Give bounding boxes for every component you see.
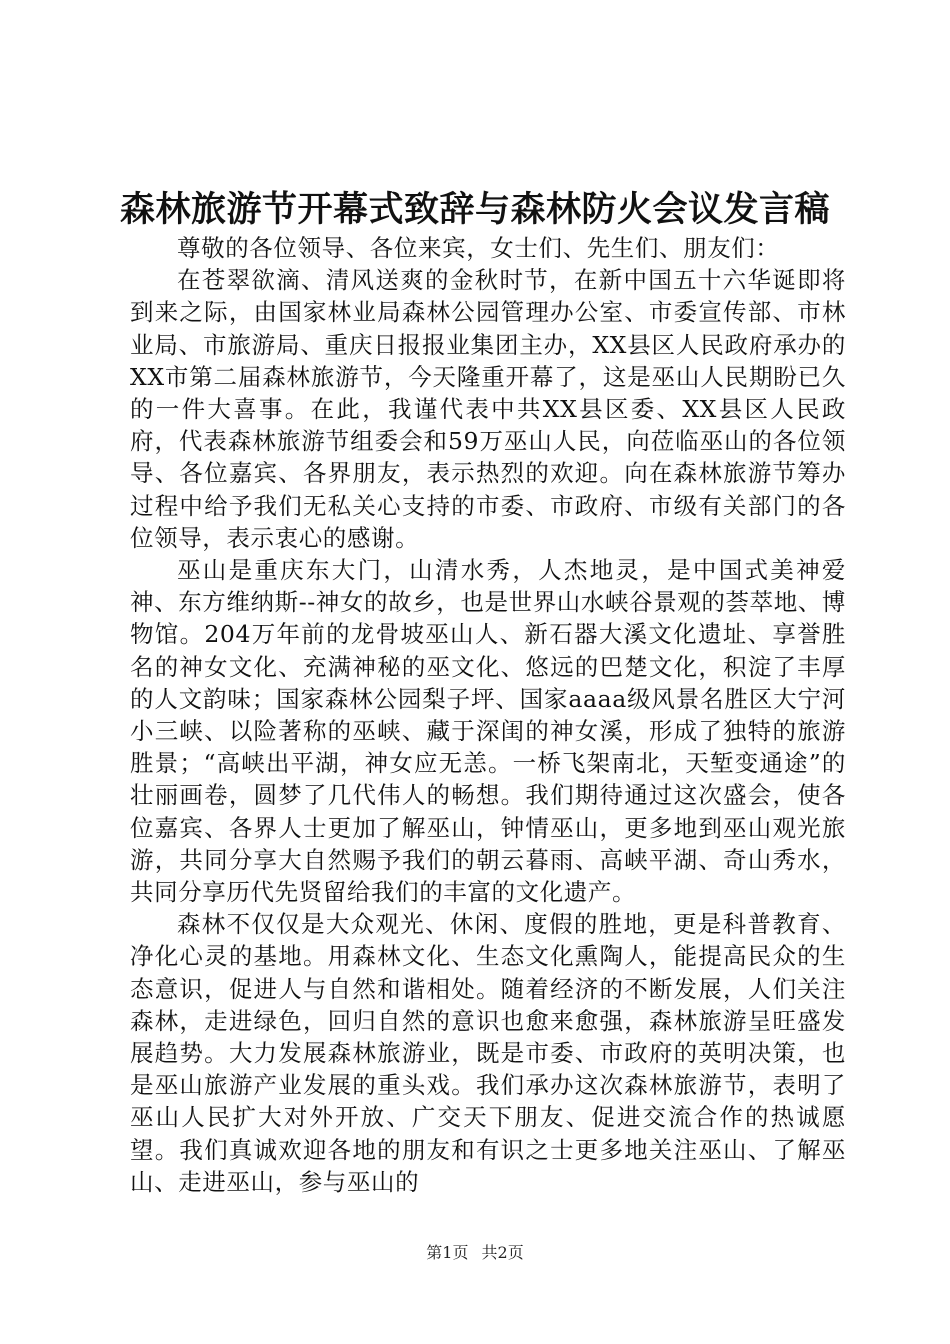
body-paragraph-3: 森林不仅仅是大众观光、休闲、度假的胜地，更是科普教育、净化心灵的基地。用森林文化、生态文化熏陶人，能提高民众的生态意识，促进人与自然和谐相处。随着经济的不断发展，人们关注森林，走进绿色，回归自然的意识也愈来愈强，森林旅游呈旺盛发展趋势。大力发展森林旅游业，既是市委、市政府的英明决策，也是巫山旅游产业发展的重头戏。我们承办这次森林旅游节，表明了巫山人民扩大对外开放、广交天下朋友、促进交流合作的热诚愿望。我们真诚欢迎各地的朋友和有识之士更多地关注巫山、了解巫山、走进巫山，参与巫山的: [130, 910, 846, 1196]
page-number-current: 第1页: [426, 1243, 469, 1262]
body-paragraph-2: 巫山是重庆东大门，山清水秀，人杰地灵，是中国式美神爱神、东方维纳斯--神女的故乡，也是世界山水峡谷景观的荟萃地、博物馆。204万年前的龙骨坡巫山人、新石器大溪文化遗址、享誉胜名的神女文化、充满神秘的巫文化、悠远的巴楚文化，积淀了丰厚的人文韵味；国家森林公园梨子坪、国家aaaa级风景名胜区大宁河小三峡、以险著称的巫峡、藏于深闺的神女溪，形成了独特的旅游胜景；“高峡出平湖，神女应无恙。一桥飞架南北，天堑变通途”的壮丽画卷，圆梦了几代伟人的畅想。我们期待通过这次盛会，使各位嘉宾、各界人士更加了解巫山，钟情巫山，更多地到巫山观光旅游，共同分享大自然赐予我们的朝云暮雨、高峡平湖、奇山秀水，共同分享历代先贤留给我们的丰富的文化遗产。: [130, 556, 846, 907]
page-number-total: 共2页: [481, 1243, 524, 1262]
body-paragraph-1: 在苍翠欲滴、清风送爽的金秋时节，在新中国五十六华诞即将到来之际，由国家林业局森林公园管理办公室、市委宣传部、市林业局、市旅游局、重庆日报报业集团主办，XX县区人民政府承办的XX市第二届森林旅游节，今天隆重开幕了，这是巫山人民期盼已久的一件大喜事。在此，我谨代表中共XX县区委、XX县区人民政府，代表森林旅游节组委会和59万巫山人民，向莅临巫山的各位领导、各位嘉宾、各界朋友，表示热烈的欢迎。向在森林旅游节筹办过程中给予我们无私关心支持的市委、市政府、市级有关部门的各位领导，表示衷心的感谢。: [130, 266, 846, 552]
document-title: 森林旅游节开幕式致辞与森林防火会议发言稿: [119, 189, 830, 230]
salutation-paragraph: 尊敬的各位领导、各位来宾，女士们、先生们、朋友们：: [177, 234, 780, 262]
page-footer: [0, 1242, 950, 1264]
document-body: [130, 232, 846, 1198]
